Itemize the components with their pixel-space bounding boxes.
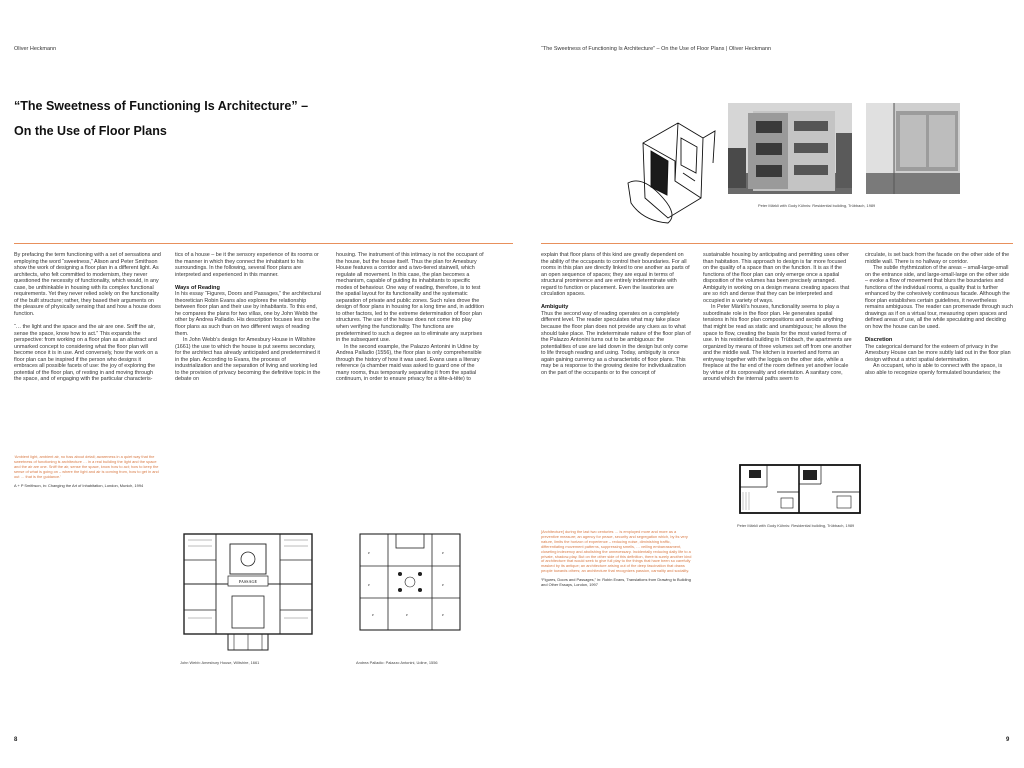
paragraph: The subtle rhythmization of the areas – small-large-small on the entrance side, and large-small-large on the other side – evoke a flow of movement that blurs the boundaries and functions of the individual rooms, a quality that is further enhanced by the cohesively continuous facade. Although the floor plan establishes certain guidelines, it nevertheless remains ambiguous. The reader can promenade through such drawings as if on a virtual tour, measuring open spaces and defined areas of use, all the while speculating and deciding on how the house can be used. <box>865 265 1013 331</box>
divider-rule-left <box>14 243 513 244</box>
paragraph: “… the light and the space and the air are one. Sniff the air, sense the space, know how to act.” This expands the perspective: from working on a floor plan as an abstract and unmarked concept to considering what the floor plan will become once it is in use. And conversely, how the work on a floor plan can be inspired if the person who designs it embraces all possible facets of use: the joy of exploring the potential of the floor plan, of resting in and moving through the space, and of engaging with the particular characteris- <box>14 323 158 383</box>
page-number-right: 9 <box>1006 737 1010 743</box>
quote-source: “Figures, Doors and Passages,” in: Robin Evans, Translations from Drawing to Building and Other Essays, London, 1997 <box>541 577 691 588</box>
svg-text:P: P <box>442 551 444 555</box>
sidebar-quote-1 <box>14 455 164 488</box>
paragraph: sustainable housing by anticipating and permitting uses other than habitation. This approach to design is far more focused on the quality of a space than on the function. It is as if the functions of the floor plan can only emerge once a spatial disposition of the volumes has been precisely arranged. Ambiguity in working on a design means creating spaces that are so rich and dense that they can be interpreted and occupied in a variety of ways. <box>703 252 850 304</box>
quote-text: ‘Ambient light, ambient air, no fuss about detail; awareness in a quiet way that the sweetness of functioning is architecture … in a real building the light and the space and the air are one. Sniff the air, sense the space, know how to act; how to keep the sense of what is going on – where the light and air is coming from, how to get in and out … that is the guidance.’ <box>14 454 159 479</box>
svg-text:P: P <box>406 613 408 617</box>
text-column-2 <box>175 252 323 383</box>
page-number-left: 8 <box>14 737 18 743</box>
photo-caption: Peter Märkli with Gody Kühnis: Residential building, Trübbach, 1989 <box>758 203 876 208</box>
floor-plan-palazzo-antonini <box>356 530 464 635</box>
paragraph: In his essay “Figures, Doors and Passages,” the architectural theoretician Robin Evans also explores the relationship between floor plan and their use by inhabitants. To this end, he compares the plans for two villas, one by John Webb the other by Andrea Palladio. His description focuses less on the floor plans as such than on two different ways of reading them. <box>175 291 321 337</box>
paragraph: In the second example, the Palazzo Antonini in Udine by Andrea Palladio (1556), the floor plan is only comprehensible through the history of how it was used. Evans uses a literary reference (a chamber maid was asked to guard one of the many rooms, thus temporarily separating it from the spatial continuum, in order to ensure privacy for a tête-à-tête) to <box>336 343 482 383</box>
svg-text:P: P <box>368 583 370 587</box>
section-heading: Ambiguity <box>541 304 569 311</box>
svg-text:P: P <box>442 613 444 617</box>
floor-plan-markli-trubbach <box>737 462 863 516</box>
axonometric-sketch-image <box>623 103 723 225</box>
svg-text:P: P <box>368 551 370 555</box>
quote-text: [Architecture] during the last two centuries … is employed more and more as a preventive measure; an agency for peace, security and segregation which, by its very nature, limits the horizon of experience – reducing noise, diminishing traffic, differentiating movement patterns, suppressing smells, … veiling embarrassment, closeting indecency and abolishing the unnecessary. Incidentally reducing daily life to a private, shadow-play. But on the other side of this definition, there is surely another kind of architecture that would seek to give full play to the things that have been so carefully masked by its antique; an architecture arising out of the deep fascination that draws people towards others; an architecture that recognizes passion, carnality and sociality. <box>541 529 692 574</box>
paragraph: Thus the second way of reading operates on a completely different level. The reader speculates what may take place because the floor plan does not provide any clues as to what should take place. The indeterminate nature of the floor plan of the Palazzo Antonini turns out to be ambiguous: the potentialities of use are laid down in the design but only come to life through reading and using. Today, ambiguity is once again gaining currency as a characteristic of floor plans. This may be a response to the growing desire for individualization on the part of the occupants or to the concept of <box>541 310 691 376</box>
paragraph: The categorical demand for the esteem of privacy in the Amesbury House can be more subtly laid out in the floor plan design without a strict spatial determination. <box>865 343 1011 363</box>
plan-room-label: PASSAGE <box>238 579 258 584</box>
divider-rule-right <box>541 243 1013 244</box>
paragraph: explain that floor plans of this kind are greatly dependent on the ability of the occupants to control their boundaries. For all rooms in this plan are directly linked to one another as parts of an open sequence of spaces; they are equal in terms of structural prominence and are entirely indeterminate with regard to function or placement. Even the lavatories are circulation spaces. <box>541 252 690 298</box>
section-heading: Discretion <box>865 337 893 344</box>
text-column-3 <box>336 252 486 383</box>
plan-caption-palladio: Andrea Palladio: Palazzo Antonini, Udine, 1556 <box>356 660 438 665</box>
text-column-5 <box>703 252 853 383</box>
floor-plan-amesbury-house <box>180 530 316 655</box>
interior-photo <box>866 103 960 194</box>
svg-text:P: P <box>372 613 374 617</box>
sidebar-quote-2 <box>541 530 693 588</box>
paragraph: In Peter Märkli’s houses, functionality seems to play a subordinate role in the floor plan. He generates spatial tensions in his floor plan compositions and avoids anything that might be read as static and unambiguous; he allows the space to flow, creating the basis for the most varied forms of use. In his residential building in Trübbach, the apartments are organized by means of three volumes set off from one another and the middle wall. The kitchen is inserted and forms an entryway together with the loggia on the other side, while a fireplace at the far end of the room defines yet another locale by virtue of its corporeality and orientation. A sanitary core, around which the internal paths seem to <box>703 304 852 383</box>
paragraph: An occupant, who is able to connect with the space, is also able to recognize openly formulated boundaries; the <box>865 363 1003 376</box>
running-header-left: Oliver Heckmann <box>14 46 57 52</box>
title-line-1: “The Sweetness of Functioning Is Architecture” – <box>14 99 309 113</box>
plan-caption-markli: Peter Märkli with Gody Kühnis: Residential building, Trübbach, 1989 <box>737 523 855 528</box>
title-line-2: On the Use of Floor Plans <box>14 124 167 138</box>
text-column-6 <box>865 252 1013 376</box>
paragraph: In John Webb’s design for Amesbury House in Wiltshire (1661) the use to which the house is put seems secondary, for the architect has already anticipated and predetermined it in the plan. According to Evans, the process of industrialization and the separation of living and working led to the provision of privacy becoming the definitive topic in the debate on <box>175 337 321 383</box>
svg-text:P: P <box>442 583 444 587</box>
quote-source: A + P Smithson, in: Changing the Art of Inhabitation, London, Munich, 1994 <box>14 482 144 488</box>
paragraph: tics of a house – be it the sensory experience of its rooms or the manner in which they connect the inhabitant to his surroundings. In the following, several floor plans are interpreted and experienced in this manner. <box>175 252 319 278</box>
section-heading: Ways of Reading <box>175 284 220 291</box>
building-photo <box>728 103 852 194</box>
text-column-4 <box>541 252 691 376</box>
running-header-right: “The Sweetness of Functioning Is Architecture” – On the Use of Floor Plans | Oliver Heckmann <box>541 46 772 52</box>
text-column-1 <box>14 252 162 383</box>
article-title <box>14 94 314 144</box>
paragraph: circulate, is set back from the facade on the other side of the middle wall. There is no hallway or corridor. <box>865 252 1010 265</box>
paragraph: housing. The instrument of this intimacy is not the occupant of the house, but the house itself. Thus the plan for Amesbury House features a corridor and a two-tiered stairwell, which regulate all movement. In this case, the plan becomes a mechanism, capable of guiding its inhabitants to specific modes of behaviour. One way of reading, therefore, is to test the spatial layout for its functionality and the systematic separation of private and public zones. Such rules drove the design of floor plans in housing for a long time and, in addition to other factors, led to the extreme determination of floor plan structures. The use of the house does not come into play when verifying the functionality. The functions are predetermined to such a degree as to eliminate any surprises in the subsequent use. <box>336 252 485 344</box>
plan-caption-webb: John Webb: Amesbury House, Wiltshire, 1661 <box>180 660 260 665</box>
paragraph: By prefacing the term functioning with a set of sensations and employing the word “sweetness,” Alison and Peter Smithson show the work of designing a floor plan in a different light. As architects, who felt committed to modernism, they never questioned the necessity of functionality, which would, in any case, be unthinkable in housing with its complex functional requirements. Yet they never relied solely on the functionality of the built structure; rather, they based their arguments on the pleasure of physically sensing that and how a house does function. <box>14 252 161 317</box>
